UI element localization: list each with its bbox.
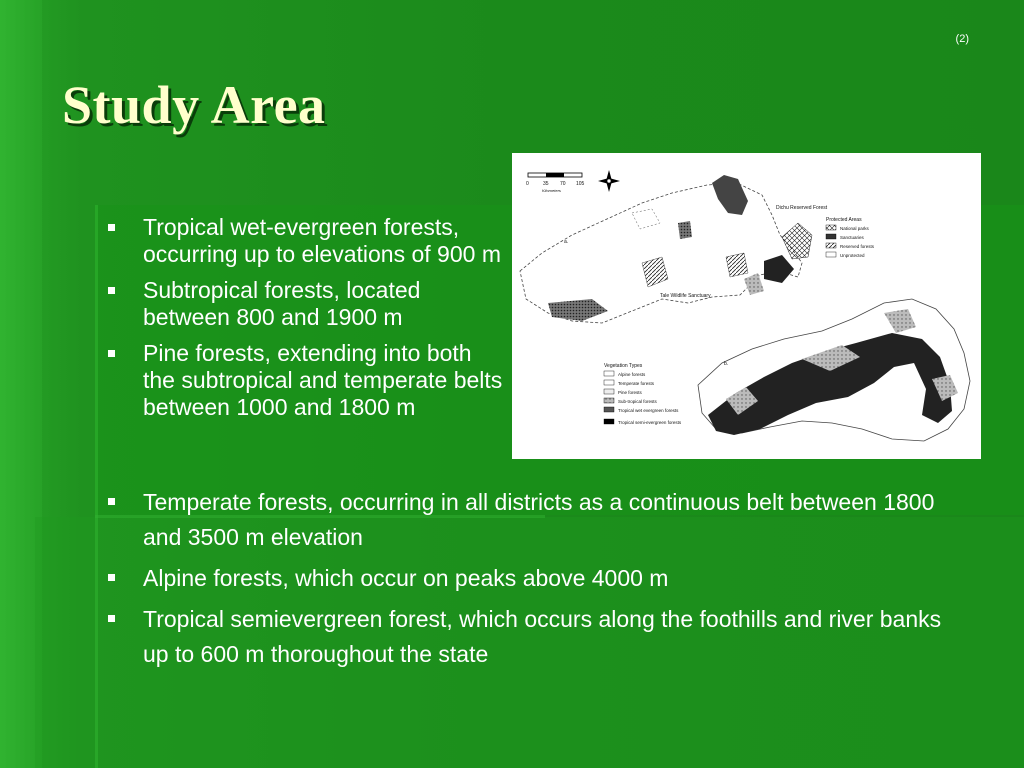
bullet-text: Alpine forests, which occur on peaks above 4000 m	[143, 565, 669, 591]
vegetation-item: Pine forests	[618, 390, 642, 395]
bullet-square-icon	[108, 498, 115, 505]
protected-item: Unprotected	[840, 253, 865, 258]
bullet-text: Tropical semievergreen forest, which occurs along the foothills and river banks up to 600 m thoroughout the state	[143, 606, 942, 667]
list-item	[100, 602, 960, 672]
slide-number: (2)	[955, 33, 969, 45]
list-item	[100, 214, 503, 268]
list-item	[100, 561, 960, 596]
map-label-b: b.	[724, 361, 729, 367]
bullet-square-icon	[108, 615, 115, 622]
scale-tick-2: 70	[560, 181, 566, 187]
vegetation-item: Tropical wet evergreen forests	[618, 408, 679, 413]
scale-bar	[526, 173, 585, 193]
vegetation-item: Sub-tropical forests	[618, 399, 657, 404]
list-item	[100, 340, 503, 421]
bullet-square-icon	[108, 574, 115, 581]
vegetation-item: Alpine forests	[618, 372, 646, 377]
scale-unit: Kilometers	[542, 188, 561, 193]
bullet-text: Pine forests, extending into both the subtropical and temperate belts between 1000 and 1800 m	[143, 340, 503, 420]
list-item	[100, 485, 960, 555]
bullet-square-icon	[108, 287, 115, 294]
slide-title: Study Area	[62, 75, 326, 135]
list-item	[100, 277, 503, 331]
scale-tick-0: 0	[526, 181, 529, 187]
protected-title: Protected Areas	[826, 217, 862, 223]
dichu-label: Dichu Reserved Forest	[776, 205, 828, 211]
bullet-square-icon	[108, 224, 115, 231]
vegetation-item: Tropical semi-evergreen forests	[618, 420, 682, 425]
scale-tick-3: 105	[576, 181, 585, 187]
map-label-a: a.	[564, 239, 569, 245]
bullet-square-icon	[108, 350, 115, 357]
bullet-text: Subtropical forests, located between 800 and 1900 m	[143, 277, 421, 330]
decorative-line	[95, 205, 98, 768]
north-arrow-icon	[598, 170, 620, 192]
protected-item: Sanctuaries	[840, 235, 864, 240]
vegetation-title: Vegetation Types	[604, 363, 643, 369]
tale-label: Tale Wildlife Sanctuary	[660, 293, 711, 299]
vegetation-item: Temperate forests	[618, 381, 655, 386]
protected-item: National parks	[840, 226, 869, 231]
protected-item: Reserved forests	[840, 244, 875, 249]
bullet-list-lower	[100, 485, 960, 678]
scale-tick-1: 35	[543, 181, 549, 187]
bullet-text: Tropical wet-evergreen forests, occurring up to elevations of 900 m	[143, 214, 501, 267]
bullet-list-upper	[100, 214, 960, 430]
bullet-text: Temperate forests, occurring in all districts as a continuous belt between 1800 and 3500 m elevation	[143, 489, 935, 550]
